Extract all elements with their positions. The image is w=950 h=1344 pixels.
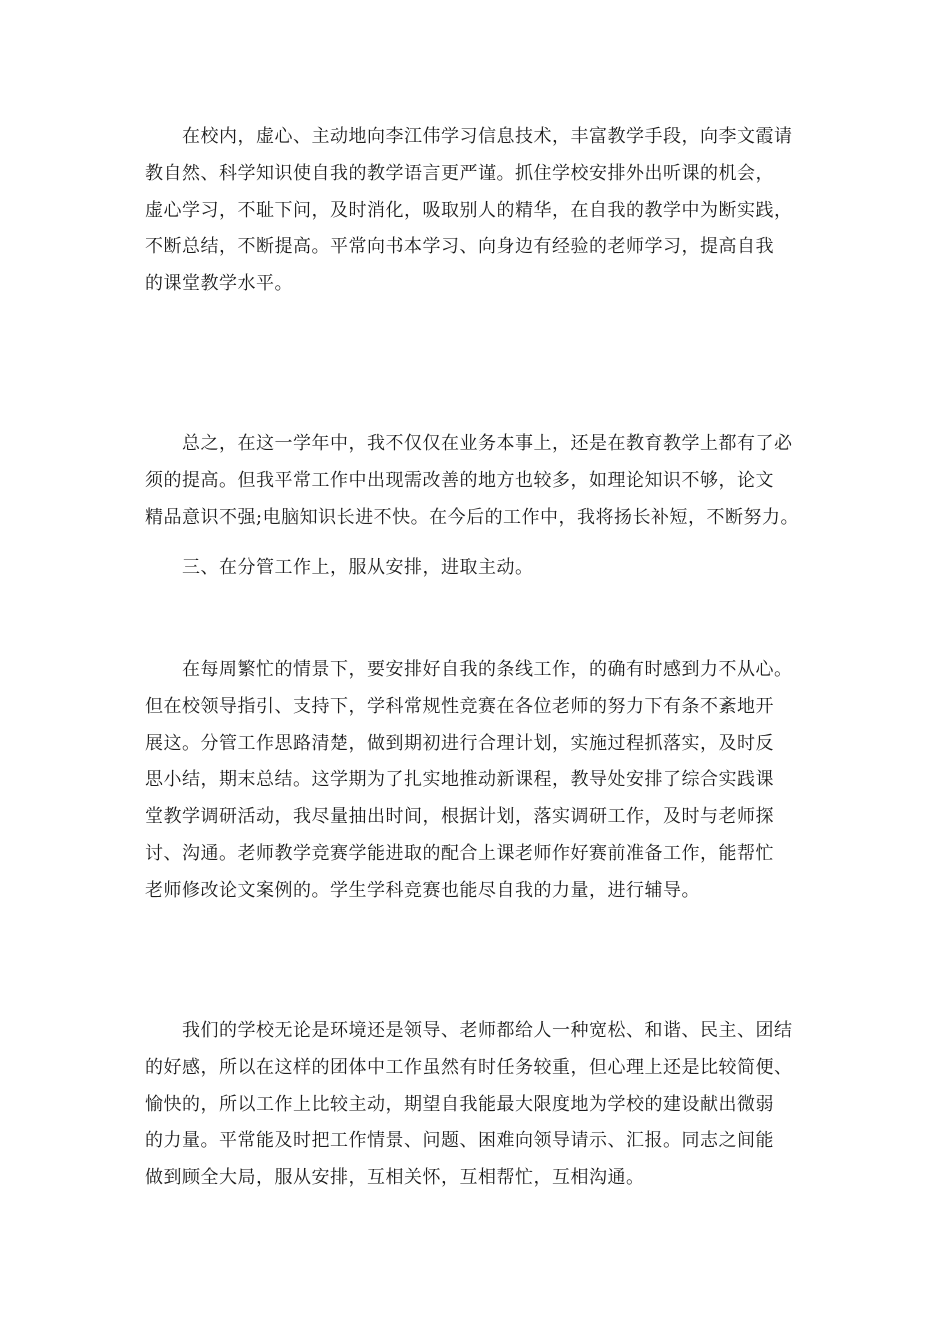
section-heading bbox=[145, 550, 534, 587]
text-line: 做到顾全大局，服从安排，互相关怀，互相帮忙，互相沟通。 bbox=[145, 1167, 645, 1189]
text-line: 的好感，所以在这样的团体中工作虽然有时任务较重，但心理上还是比较简便、 bbox=[145, 1056, 793, 1078]
text-line: 教自然、科学知识使自我的教学语言更严谨。抓住学校安排外出听课的机会， bbox=[145, 162, 774, 184]
text-line: 老师修改论文案例的。学生学科竞赛也能尽自我的力量，进行辅导。 bbox=[145, 879, 700, 901]
text-line: 总之，在这一学年中，我不仅仅在业务本事上，还是在教育教学上都有了必 bbox=[145, 433, 793, 454]
text-line: 在每周繁忙的情景下，要安排好自我的条线工作，的确有时感到力不从心。 bbox=[145, 659, 793, 680]
text-line: 展这。分管工作思路清楚，做到期初进行合理计划，实施过程抓落实，及时反 bbox=[145, 732, 774, 754]
text-line: 须的提高。但我平常工作中出现需改善的地方也较多，如理论知识不够，论文 bbox=[145, 469, 774, 491]
heading-line: 三、在分管工作上，服从安排，进取主动。 bbox=[145, 557, 534, 578]
text-line: 但在校领导指引、支持下，学科常规性竞赛在各位老师的努力下有条不紊地开 bbox=[145, 695, 774, 717]
paragraph-1 bbox=[145, 119, 793, 303]
text-line: 不断总结，不断提高。平常向书本学习、向身边有经验的老师学习，提高自我 bbox=[145, 236, 774, 258]
text-line: 我们的学校无论是环境还是领导、老师都给人一种宽松、和谐、民主、团结 bbox=[145, 1020, 793, 1041]
paragraph-5 bbox=[145, 1013, 793, 1197]
text-line: 的力量。平常能及时把工作情景、问题、困难向领导请示、汇报。同志之间能 bbox=[145, 1130, 774, 1152]
text-line: 虚心学习，不耻下问，及时消化，吸取别人的精华，在自我的教学中为断实践， bbox=[145, 199, 793, 221]
text-line: 的课堂教学水平。 bbox=[145, 273, 293, 295]
paragraph-2 bbox=[145, 426, 799, 536]
text-line: 堂教学调研活动，我尽量抽出时间，根据计划，落实调研工作，及时与老师探 bbox=[145, 806, 774, 828]
text-line: 愉快的，所以工作上比较主动，期望自我能最大限度地为学校的建设献出微弱 bbox=[145, 1093, 774, 1115]
paragraph-4 bbox=[145, 652, 793, 910]
text-line: 在校内，虚心、主动地向李江伟学习信息技术，丰富教学手段，向李文霞请 bbox=[145, 126, 793, 147]
text-line: 讨、沟通。老师教学竞赛学能进取的配合上课老师作好赛前准备工作，能帮忙 bbox=[145, 842, 774, 864]
text-line: 思小结，期末总结。这学期为了扎实地推动新课程，教导处安排了综合实践课 bbox=[145, 769, 774, 791]
text-line: 精品意识不强;电脑知识长进不快。在今后的工作中，我将扬长补短，不断努力。 bbox=[145, 506, 800, 528]
